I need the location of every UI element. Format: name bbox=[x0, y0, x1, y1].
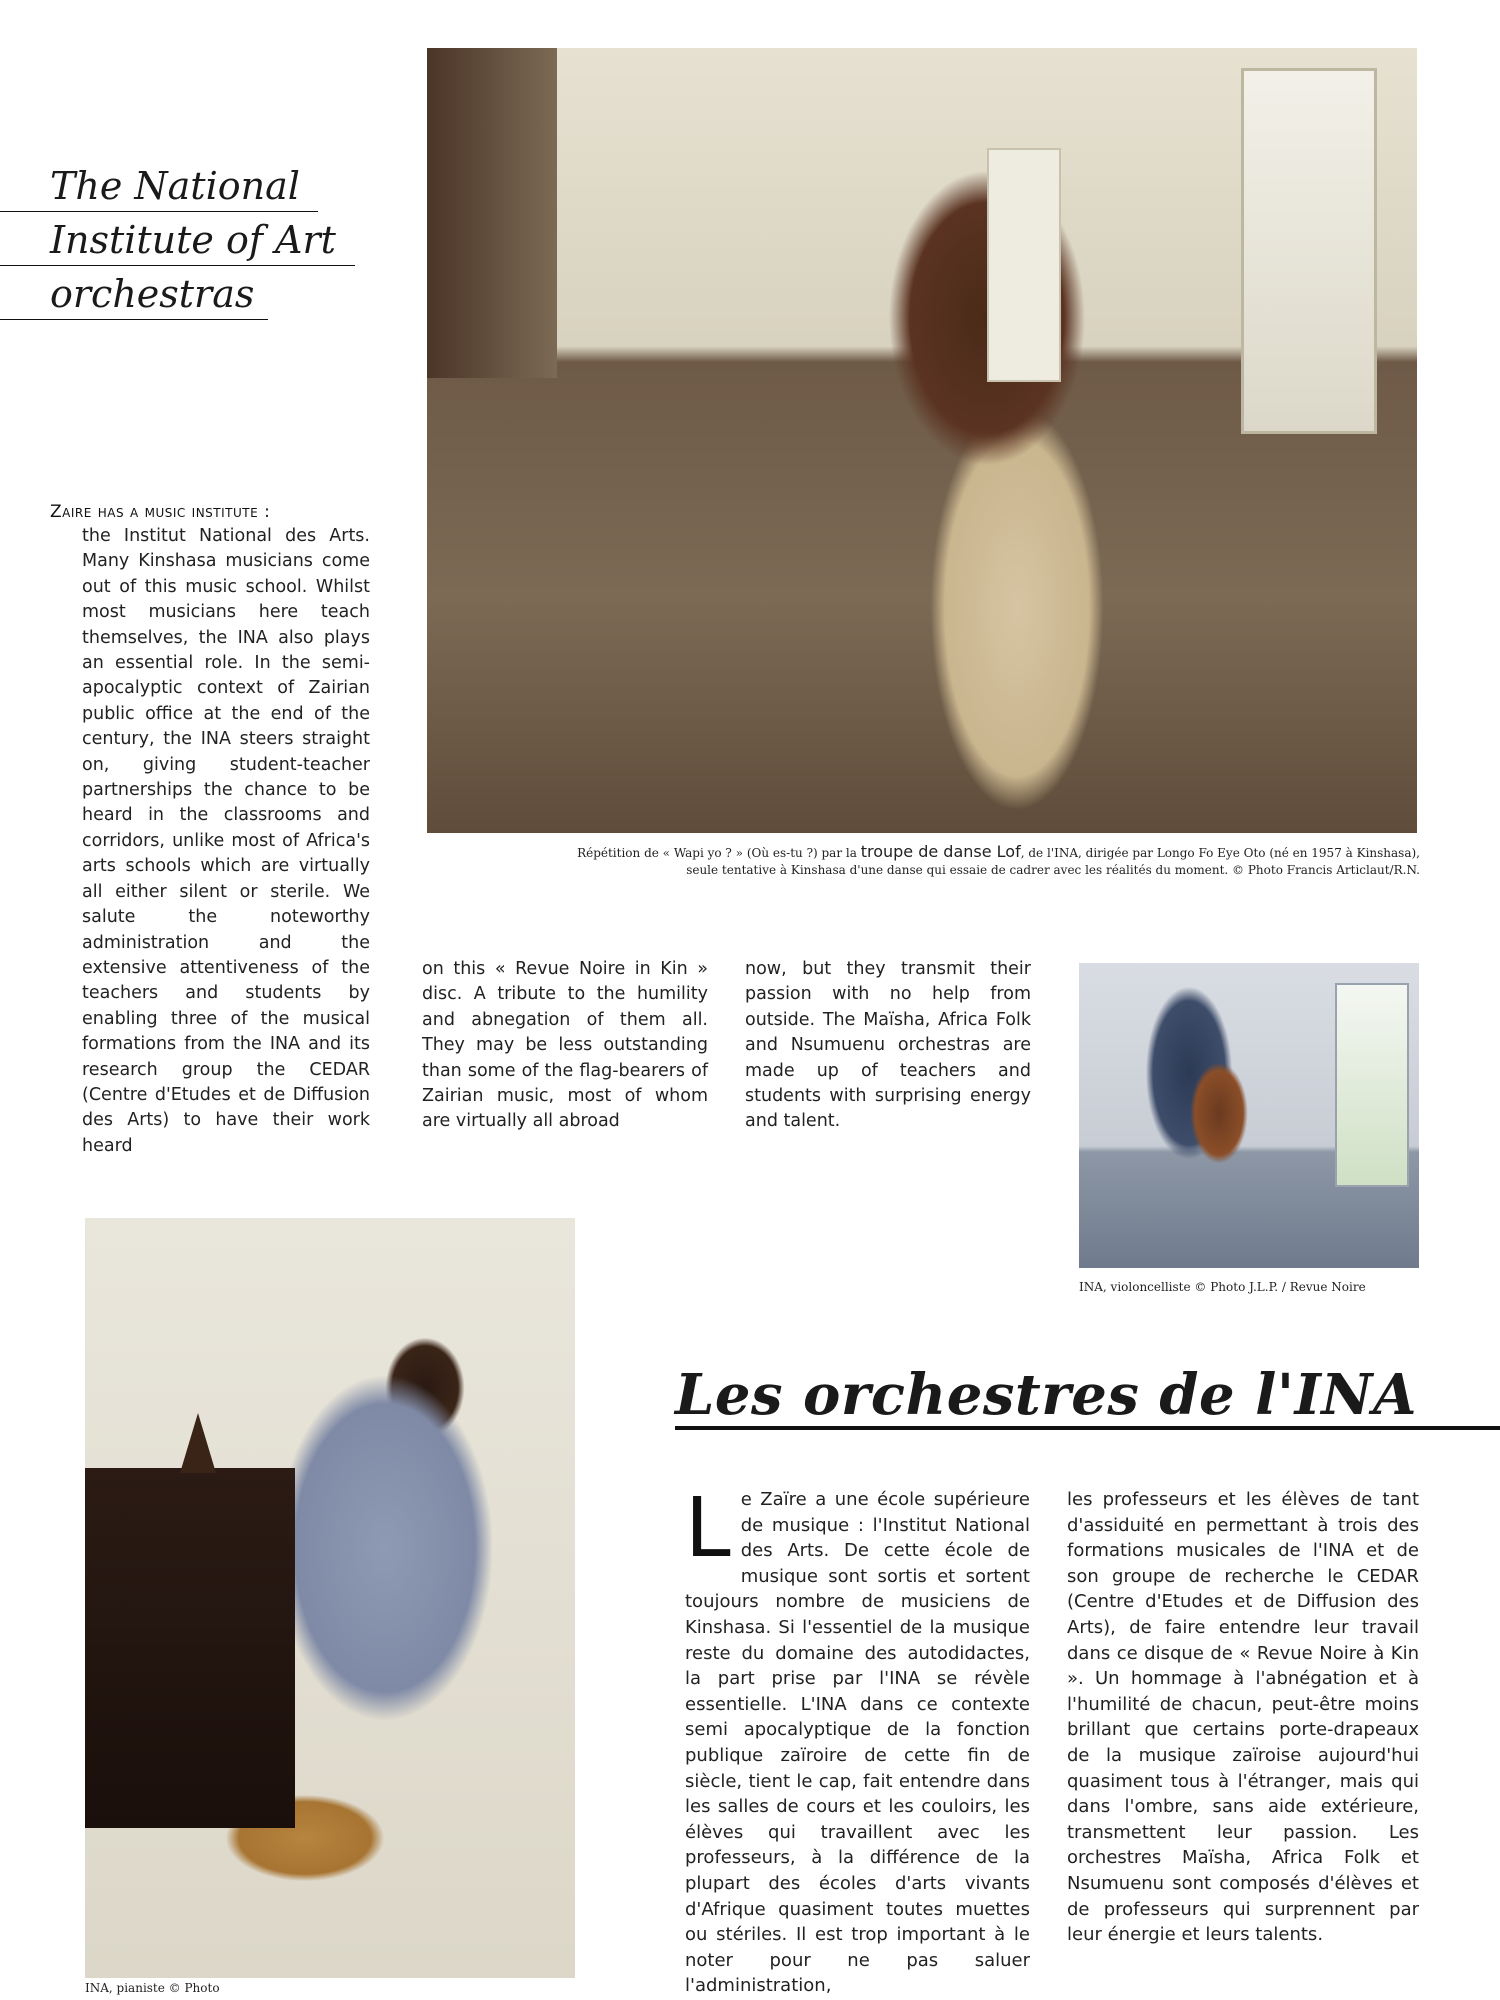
english-column-1: the Institut National des Arts. Many Kinshasa musicians come out of this music school. Whilst most musicians here teach themselves, the INA also plays an essential role. In the semi-apocalyptic context of Zairian public office at the end of the century, the INA steers straight on, giving student-teacher partnerships the chance to be heard in the classrooms and corridors, unlike most of Africa's arts schools which are virtually all either silent or sterile. We salute the noteworthy administration and the extensive attentiveness of the teachers and students by enabling three of the musical formations from the INA and its research group the CEDAR (Centre d'Etudes et de Diffusion des Arts) to have their work heard bbox=[82, 526, 370, 1156]
dancer-photo bbox=[427, 48, 1417, 833]
drop-cap: L bbox=[685, 1481, 731, 1576]
english-column-3: now, but they transmit their passion with no help from outside. The Maïsha, Africa Folk and Nsumuenu orchestras are made up of teachers and students with surprising energy and talent. bbox=[745, 959, 1031, 1132]
french-title: Les orchestres de l'INA bbox=[675, 1360, 1500, 1430]
dancer-caption bbox=[560, 843, 1420, 879]
french-column-1-text: e Zaïre a une école supérieure de musique : l'Institut National des Arts. De cette école de musique sont sortis et sortent toujours nombre de musiciens de Kinshasa. Si l'essentiel de la musique reste du domaine des autodidactes, la part prise par l'INA se révèle essentielle. L'INA dans ce contexte semi apocalyptique de la fonction publique zaïroire de cette fin de siècle, tient le cap, fait entendre dans les salles de cours et les couloirs, les élèves qui travaillent avec les professeurs, à la différence de la plupart des écoles d'arts vivants d'Afrique quasiment toutes muettes ou stériles. Il est trop important à le noter pour ne pas saluer l'administration, bbox=[685, 1489, 1030, 1997]
pianist-caption: INA, pianiste © Photo bbox=[85, 1981, 220, 1995]
photo-piano bbox=[85, 1468, 295, 1828]
dancer-caption-line1: Répétition de « Wapi yo ? » (Où es-tu ?) par la troupe de danse Lof, de l'INA, dirigée par Longo Fo Eye Oto (né en 1957 à Kinshasa), bbox=[577, 842, 1420, 861]
photo-window bbox=[1241, 68, 1377, 434]
photo-door bbox=[987, 148, 1061, 382]
french-column-2: les professeurs et les élèves de tant d'assiduité en permettant à trois des formations musicales de l'INA et de son groupe de recherche le CEDAR (Centre d'Etudes et de Diffusion des Arts), de faire entendre leur travail dans ce disque de « Revue Noire à Kin ». Un hommage à l'abnégation et à l'humilité de chacun, peut-être moins brillant que certains porte-drapeaux de la musique zaïroise aujourd'hui quasiment tous à l'étranger, mais qui dans l'ombre, sans aide extérieure, transmettent leur passion. Les orchestres Maïsha, Africa Folk et Nsumuenu sont composés d'élèves et de professeurs qui surprennent par leur énergie et leurs talents. bbox=[1067, 1489, 1419, 1946]
title-line-3: orchestras bbox=[0, 268, 268, 320]
title-line-1: The National bbox=[0, 160, 318, 212]
french-column-1 bbox=[685, 1481, 1030, 1999]
photo-window bbox=[1335, 983, 1409, 1187]
cellist-caption: INA, violoncelliste © Photo J.L.P. / Revue Noire bbox=[1079, 1280, 1366, 1294]
english-lead-in: Zaire has a music institute : bbox=[50, 502, 271, 522]
cellist-photo bbox=[1079, 963, 1419, 1268]
dancer-caption-emphasis: troupe de danse Lof bbox=[860, 842, 1021, 861]
photo-wall-shadow bbox=[427, 48, 557, 378]
dancer-caption-line2: seule tentative à Kinshasa d'une danse qui essaie de cadrer avec les réalités du moment. © Photo Francis Articlaut/R.N. bbox=[686, 863, 1420, 877]
english-column-2: on this « Revue Noire in Kin » disc. A tribute to the humility and abnegation of them all. They may be less outstanding than some of the flag-bearers of Zairian music, most of whom are virtually all abroad bbox=[422, 959, 708, 1132]
title-line-2: Institute of Art bbox=[0, 214, 355, 266]
photo-metronome bbox=[180, 1413, 216, 1473]
pianist-photo bbox=[85, 1218, 575, 1978]
